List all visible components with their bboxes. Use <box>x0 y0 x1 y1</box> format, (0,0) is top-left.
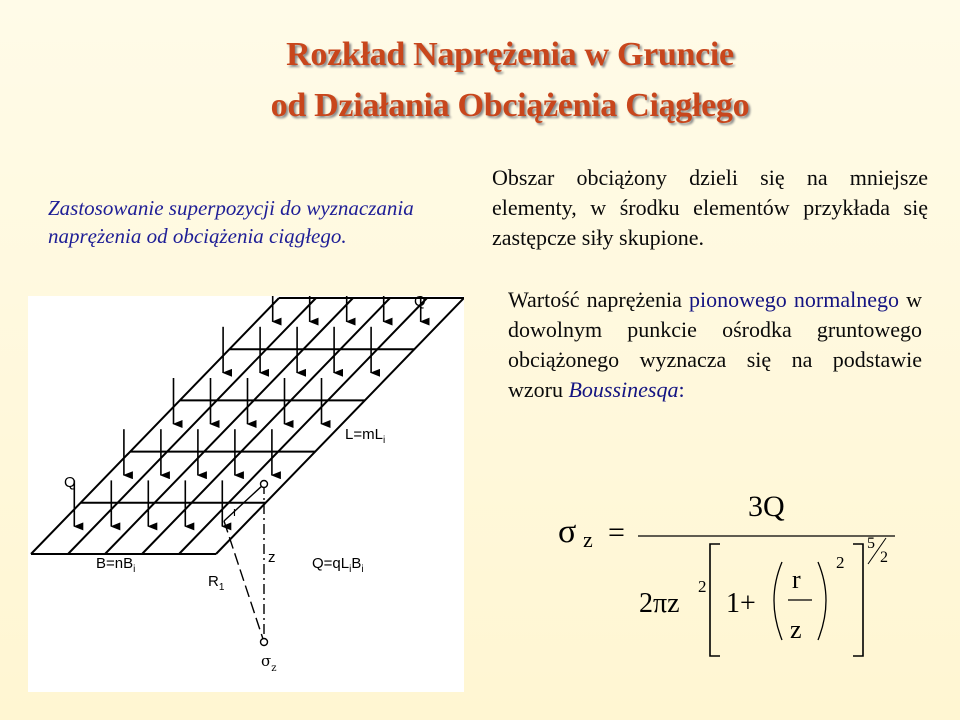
formula-outer-exp-den: 2 <box>880 549 888 566</box>
paragraph-division: Obszar obciążony dzieli się na mniejsze elementy, w środku elementów przykłada się zastępcze siły skupione. <box>492 165 928 250</box>
grid-line-depth <box>31 298 279 554</box>
fig-label-z: z <box>268 549 276 566</box>
fig-label-Q-top: Q <box>414 296 426 310</box>
paragraph-boussinesq <box>508 285 922 405</box>
boussinesq-formula <box>520 478 940 678</box>
grid-line-depth <box>216 298 464 554</box>
load-grid <box>31 298 464 554</box>
fig-label-B: $B=nB_i$ <box>96 555 136 575</box>
fig-label-Qq: $Q=qL_iB_i$ <box>312 555 364 575</box>
formula-one-plus: 1+ <box>726 588 756 619</box>
figure-svg <box>28 296 464 692</box>
p2-part1: Wartość naprężenia <box>508 287 690 312</box>
intro-text: Zastosowanie superpozycji do wyznaczania naprężenia od obciążenia ciągłego. <box>48 196 414 248</box>
R1-line <box>224 521 264 642</box>
fig-label-r: r <box>233 504 238 519</box>
p2-name: Boussinesqa <box>568 377 679 402</box>
formula-z: z <box>790 615 802 644</box>
fig-label-Q-left: Q <box>64 474 76 491</box>
p2-end: : <box>678 377 685 402</box>
load-grid-figure <box>28 296 464 692</box>
formula-sigma: σ <box>558 513 577 550</box>
formula-svg <box>520 478 940 678</box>
formula-left-paren <box>774 562 782 640</box>
formula-z-exp: 2 <box>698 577 707 596</box>
formula-left-bracket <box>710 544 720 656</box>
grid-line-depth <box>179 298 427 554</box>
formula-right-paren <box>818 562 826 640</box>
geometry-lines <box>224 481 268 646</box>
fig-label-R1: $R_1$ <box>208 573 225 593</box>
p2-highlight: pionowego normalnego <box>689 287 899 312</box>
load-point <box>261 481 268 488</box>
p2-part2: w dowolnym punkcie ośrodka gruntowego obciążonego wyznacza się na podstawie wzoru <box>508 287 923 402</box>
formula-inner-exp: 2 <box>836 553 845 572</box>
title-line-1: Rozkład Naprężenia w Gruncie <box>286 36 734 73</box>
formula-outer-exp-num: 5 <box>867 535 875 552</box>
title-line-2: od Działania Obciążenia Ciągłego <box>270 87 750 124</box>
formula-2piz: 2πz <box>639 588 680 619</box>
formula-numerator: 3Q <box>748 490 785 523</box>
formula-z-sub: z <box>583 527 593 552</box>
formula-right-bracket <box>853 544 863 656</box>
fig-label-L: $L=mL_i$ <box>345 426 386 446</box>
fig-label-sigma: $\sigma_z$ <box>261 652 277 674</box>
formula-r: r <box>792 565 801 594</box>
stress-point <box>261 639 268 646</box>
grid-line-depth <box>68 298 316 554</box>
formula-equals: = <box>608 516 625 549</box>
